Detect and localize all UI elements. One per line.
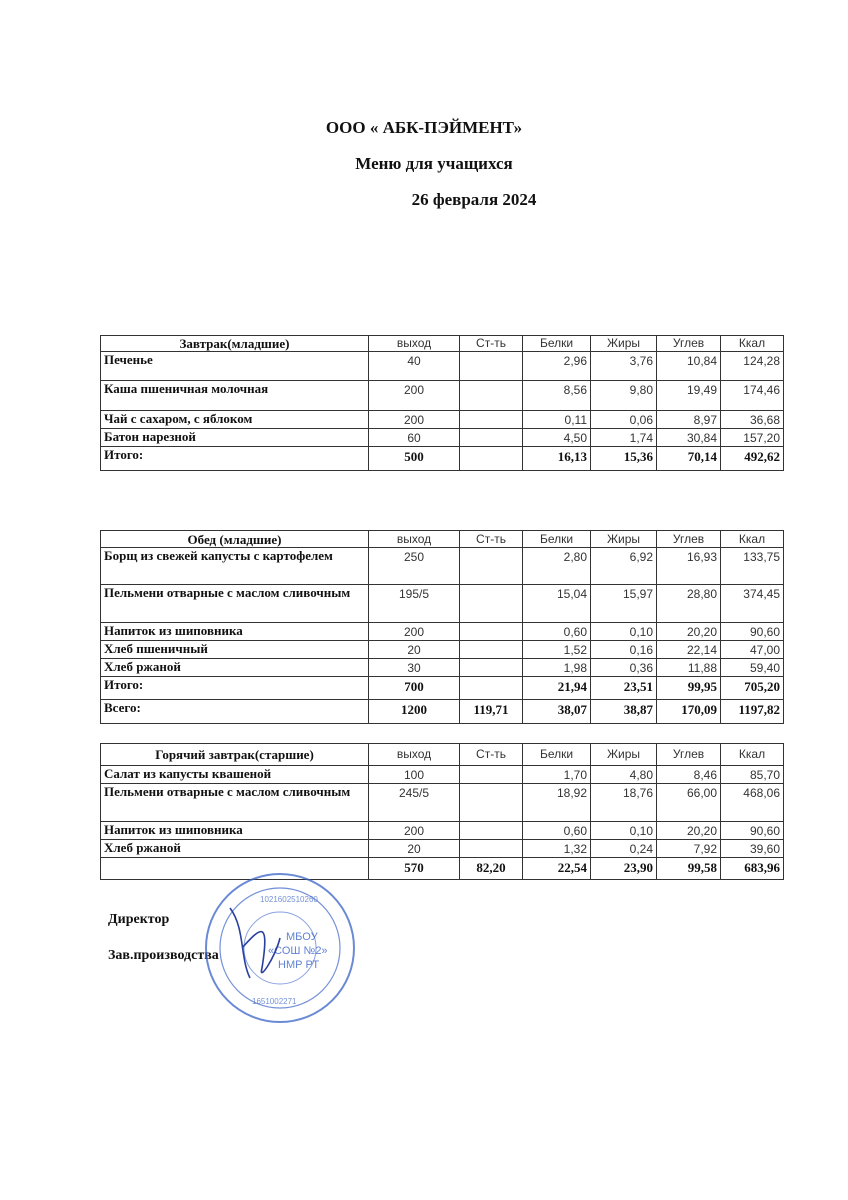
dish-name: Каша пшеничная молочная bbox=[101, 381, 369, 411]
cell-protein: 2,80 bbox=[523, 548, 591, 585]
cell-fat: 0,10 bbox=[591, 822, 657, 840]
school-stamp bbox=[200, 868, 360, 1028]
table-header-row bbox=[101, 336, 784, 352]
table-row bbox=[101, 548, 784, 585]
cell-carbs: 16,93 bbox=[657, 548, 721, 585]
cell-protein: 1,70 bbox=[523, 766, 591, 784]
cell-kcal: 174,46 bbox=[721, 381, 784, 411]
cell-fat: 0,36 bbox=[591, 659, 657, 677]
table-header-row bbox=[101, 744, 784, 766]
column-header: Ст-ть bbox=[460, 531, 523, 548]
table-row bbox=[101, 623, 784, 641]
cell-fat: 0,16 bbox=[591, 641, 657, 659]
cell-kcal: 468,06 bbox=[721, 784, 784, 822]
dish-name: Хлеб ржаной bbox=[101, 840, 369, 858]
cell-output: 1200 bbox=[369, 700, 460, 724]
column-header: Жиры bbox=[591, 336, 657, 352]
dish-name: Батон нарезной bbox=[101, 429, 369, 447]
total-row bbox=[101, 677, 784, 700]
cell-output: 700 bbox=[369, 677, 460, 700]
column-header: Ккал bbox=[721, 336, 784, 352]
cell-cost bbox=[460, 447, 523, 471]
menu-subtitle: Меню для учащихся bbox=[355, 154, 513, 173]
cell-carbs: 22,14 bbox=[657, 641, 721, 659]
table-row bbox=[101, 784, 784, 822]
dish-name: Напиток из шиповника bbox=[101, 623, 369, 641]
cell-fat: 38,87 bbox=[591, 700, 657, 724]
cell-output: 30 bbox=[369, 659, 460, 677]
table-row bbox=[101, 641, 784, 659]
signature-mark bbox=[230, 908, 280, 978]
cell-carbs: 28,80 bbox=[657, 585, 721, 623]
cell-cost bbox=[460, 623, 523, 641]
cell-carbs: 99,95 bbox=[657, 677, 721, 700]
cell-kcal: 124,28 bbox=[721, 352, 784, 381]
cell-fat: 15,97 bbox=[591, 585, 657, 623]
cell-cost: 119,71 bbox=[460, 700, 523, 724]
svg-text:МБОУ: МБОУ bbox=[286, 931, 318, 943]
cell-fat: 1,74 bbox=[591, 429, 657, 447]
menu-date: 26 февраля 2024 bbox=[411, 190, 537, 209]
cell-output: 570 bbox=[369, 858, 460, 880]
cell-fat: 23,51 bbox=[591, 677, 657, 700]
total-row bbox=[101, 447, 784, 471]
column-header: Углев bbox=[657, 531, 721, 548]
column-header: выход bbox=[369, 744, 460, 766]
cell-cost bbox=[460, 411, 523, 429]
dish-name: Печенье bbox=[101, 352, 369, 381]
table-row bbox=[101, 411, 784, 429]
cell-protein: 1,52 bbox=[523, 641, 591, 659]
cell-kcal: 85,70 bbox=[721, 766, 784, 784]
cell-fat: 4,80 bbox=[591, 766, 657, 784]
cell-carbs: 11,88 bbox=[657, 659, 721, 677]
cell-cost bbox=[460, 352, 523, 381]
cell-carbs: 10,84 bbox=[657, 352, 721, 381]
cell-protein: 0,11 bbox=[523, 411, 591, 429]
dish-name: Пельмени отварные с маслом сливочным bbox=[101, 784, 369, 822]
cell-kcal: 47,00 bbox=[721, 641, 784, 659]
cell-cost bbox=[460, 585, 523, 623]
cell-cost bbox=[460, 840, 523, 858]
cell-carbs: 7,92 bbox=[657, 840, 721, 858]
cell-cost bbox=[460, 677, 523, 700]
dish-name: Итого: bbox=[101, 677, 369, 700]
cell-cost bbox=[460, 381, 523, 411]
cell-fat: 3,76 bbox=[591, 352, 657, 381]
svg-text:1021602510260: 1021602510260 bbox=[260, 895, 318, 904]
cell-cost bbox=[460, 822, 523, 840]
cell-carbs: 66,00 bbox=[657, 784, 721, 822]
cell-protein: 0,60 bbox=[523, 822, 591, 840]
director-label: Директор bbox=[108, 912, 170, 927]
table-title: Обед (младшие) bbox=[101, 531, 369, 548]
cell-fat: 6,92 bbox=[591, 548, 657, 585]
menu-table-1 bbox=[100, 335, 784, 471]
dish-name: Борщ из свежей капусты с картофелем bbox=[101, 548, 369, 585]
column-header: Белки bbox=[523, 531, 591, 548]
dish-name: Хлеб ржаной bbox=[101, 659, 369, 677]
table-title: Завтрак(младшие) bbox=[101, 336, 369, 352]
column-header: Белки bbox=[523, 336, 591, 352]
cell-protein: 16,13 bbox=[523, 447, 591, 471]
svg-text:1651002271: 1651002271 bbox=[252, 997, 297, 1006]
table-row bbox=[101, 659, 784, 677]
table-header-row bbox=[101, 531, 784, 548]
table-row bbox=[101, 840, 784, 858]
cell-cost bbox=[460, 766, 523, 784]
cell-fat: 15,36 bbox=[591, 447, 657, 471]
cell-kcal: 59,40 bbox=[721, 659, 784, 677]
cell-output: 100 bbox=[369, 766, 460, 784]
column-header: Ккал bbox=[721, 531, 784, 548]
cell-carbs: 30,84 bbox=[657, 429, 721, 447]
dish-name: Всего: bbox=[101, 700, 369, 724]
column-header: выход bbox=[369, 336, 460, 352]
cell-kcal: 683,96 bbox=[721, 858, 784, 880]
table-row bbox=[101, 822, 784, 840]
column-header: Белки bbox=[523, 744, 591, 766]
column-header: Ккал bbox=[721, 744, 784, 766]
column-header: Углев bbox=[657, 744, 721, 766]
production-head-label: Зав.производства bbox=[108, 948, 219, 963]
table-row bbox=[101, 429, 784, 447]
cell-output: 200 bbox=[369, 822, 460, 840]
cell-cost bbox=[460, 784, 523, 822]
column-header: Жиры bbox=[591, 531, 657, 548]
column-header: Жиры bbox=[591, 744, 657, 766]
cell-cost bbox=[460, 429, 523, 447]
cell-kcal: 374,45 bbox=[721, 585, 784, 623]
cell-protein: 1,32 bbox=[523, 840, 591, 858]
cell-protein: 1,98 bbox=[523, 659, 591, 677]
cell-cost: 82,20 bbox=[460, 858, 523, 880]
cell-output: 60 bbox=[369, 429, 460, 447]
dish-name: Напиток из шиповника bbox=[101, 822, 369, 840]
cell-cost bbox=[460, 641, 523, 659]
column-header: выход bbox=[369, 531, 460, 548]
cell-kcal: 1197,82 bbox=[721, 700, 784, 724]
total-row bbox=[101, 700, 784, 724]
table-row bbox=[101, 352, 784, 381]
cell-carbs: 8,97 bbox=[657, 411, 721, 429]
cell-output: 40 bbox=[369, 352, 460, 381]
column-header: Ст-ть bbox=[460, 744, 523, 766]
cell-kcal: 90,60 bbox=[721, 822, 784, 840]
cell-output: 250 bbox=[369, 548, 460, 585]
cell-cost bbox=[460, 548, 523, 585]
cell-output: 20 bbox=[369, 840, 460, 858]
dish-name: Итого: bbox=[101, 447, 369, 471]
column-header: Ст-ть bbox=[460, 336, 523, 352]
cell-output: 200 bbox=[369, 411, 460, 429]
cell-cost bbox=[460, 659, 523, 677]
cell-output: 200 bbox=[369, 623, 460, 641]
table-row bbox=[101, 766, 784, 784]
cell-protein: 2,96 bbox=[523, 352, 591, 381]
cell-protein: 4,50 bbox=[523, 429, 591, 447]
cell-output: 245/5 bbox=[369, 784, 460, 822]
cell-output: 195/5 bbox=[369, 585, 460, 623]
cell-carbs: 70,14 bbox=[657, 447, 721, 471]
cell-protein: 0,60 bbox=[523, 623, 591, 641]
table-row bbox=[101, 585, 784, 623]
cell-fat: 18,76 bbox=[591, 784, 657, 822]
cell-protein: 18,92 bbox=[523, 784, 591, 822]
cell-fat: 9,80 bbox=[591, 381, 657, 411]
menu-table-3 bbox=[100, 743, 784, 880]
dish-name: Пельмени отварные с маслом сливочным bbox=[101, 585, 369, 623]
cell-protein: 15,04 bbox=[523, 585, 591, 623]
cell-protein: 22,54 bbox=[523, 858, 591, 880]
cell-kcal: 492,62 bbox=[721, 447, 784, 471]
cell-protein: 38,07 bbox=[523, 700, 591, 724]
dish-name: Чай с сахаром, с яблоком bbox=[101, 411, 369, 429]
cell-protein: 8,56 bbox=[523, 381, 591, 411]
cell-carbs: 20,20 bbox=[657, 822, 721, 840]
table-row bbox=[101, 381, 784, 411]
cell-carbs: 170,09 bbox=[657, 700, 721, 724]
dish-name: Салат из капусты квашеной bbox=[101, 766, 369, 784]
company-name: ООО « АБК-ПЭЙМЕНТ» bbox=[325, 118, 523, 137]
cell-fat: 0,10 bbox=[591, 623, 657, 641]
dish-name: Хлеб пшеничный bbox=[101, 641, 369, 659]
cell-kcal: 705,20 bbox=[721, 677, 784, 700]
svg-text:НМР РТ: НМР РТ bbox=[278, 959, 320, 971]
cell-kcal: 157,20 bbox=[721, 429, 784, 447]
menu-table-2 bbox=[100, 530, 784, 724]
svg-text:«СОШ №2»: «СОШ №2» bbox=[268, 945, 328, 957]
table-title: Горячий завтрак(старшие) bbox=[101, 744, 369, 766]
cell-fat: 23,90 bbox=[591, 858, 657, 880]
cell-output: 200 bbox=[369, 381, 460, 411]
cell-output: 20 bbox=[369, 641, 460, 659]
cell-kcal: 36,68 bbox=[721, 411, 784, 429]
cell-fat: 0,24 bbox=[591, 840, 657, 858]
cell-carbs: 20,20 bbox=[657, 623, 721, 641]
column-header: Углев bbox=[657, 336, 721, 352]
cell-protein: 21,94 bbox=[523, 677, 591, 700]
cell-kcal: 133,75 bbox=[721, 548, 784, 585]
cell-carbs: 99,58 bbox=[657, 858, 721, 880]
cell-kcal: 90,60 bbox=[721, 623, 784, 641]
cell-fat: 0,06 bbox=[591, 411, 657, 429]
cell-carbs: 19,49 bbox=[657, 381, 721, 411]
cell-output: 500 bbox=[369, 447, 460, 471]
cell-kcal: 39,60 bbox=[721, 840, 784, 858]
cell-carbs: 8,46 bbox=[657, 766, 721, 784]
